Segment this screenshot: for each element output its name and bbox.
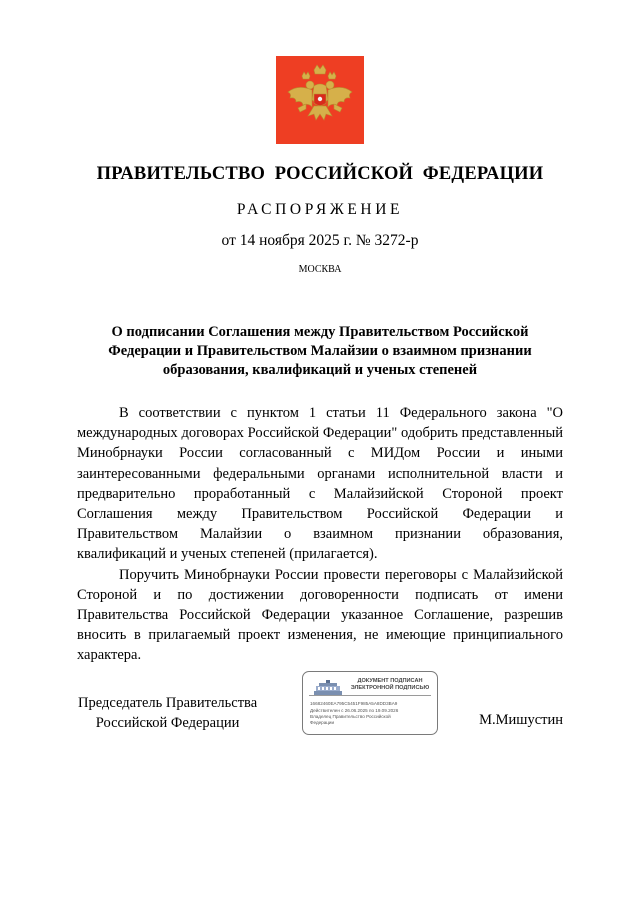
- stamp-title: [345, 678, 435, 692]
- stamp-validity: Действителен с 26.06.2025 по 19.09.2026: [310, 708, 399, 713]
- signer-position-line-2: Российской Федерации: [95, 715, 240, 731]
- stamp-divider: [309, 695, 431, 696]
- stamp-title-line-2: ЭЛЕКТРОННОЙ ПОДПИСЬЮ: [350, 685, 430, 691]
- document-date-number: от 14 ноября 2025 г. № 3272-р: [221, 232, 419, 249]
- document-type: РАСПОРЯЖЕНИЕ: [236, 201, 404, 218]
- stamp-owner-line-2: Федерации: [310, 720, 335, 725]
- building-icon: [313, 680, 343, 696]
- document-subject: О подписании Соглашения между Правительством Российской Федерации и Правительством Малайзии о взаимном признании образования, квалификаций и ученых степеней: [108, 324, 532, 378]
- coat-of-arms-emblem: [276, 56, 364, 144]
- signer-name: М.Мишустин: [479, 712, 563, 728]
- stamp-certificate: 16682460EA795C5451F985A5A8DD3BA9: [310, 701, 398, 706]
- body-paragraph-2: Поручить Минобрнауки России провести переговоры с Малайзийской Стороной и по достижении договоренности подписать от имени Правительства Российской Федерации указанное Соглашение, разрешив вносить в прилагаемый проект изменения, не имеющие принципиального характера.: [77, 566, 563, 664]
- stamp-title-line-1: ДОКУМЕНТ ПОДПИСАН: [357, 678, 423, 684]
- document-city: МОСКВА: [298, 264, 342, 275]
- stamp-owner-line-1: Владелец Правительство Российской: [310, 714, 391, 719]
- document-body: [77, 403, 563, 666]
- government-title: ПРАВИТЕЛЬСТВО РОССИЙСКОЙ ФЕДЕРАЦИИ: [96, 164, 544, 184]
- signer-position: [78, 693, 257, 733]
- signer-position-line-1: Председатель Правительства: [78, 695, 258, 711]
- coat-of-arms-icon: [276, 56, 364, 144]
- electronic-signature-stamp: [302, 671, 438, 735]
- body-paragraph-1: В соответствии с пунктом 1 статьи 11 Федерального закона "О международных договорах Российской Федерации" одобрить представленный Минобрнауки России согласованный с МИДом России и иными заинтересованными федеральными органами исполнительной власти и предварительно проработанный с Малайзийской Стороной проект Соглашения между Правительством Российской Федерации и Правительством Малайзии о взаимном признании образования, квалификаций и ученых степеней (прилагается).: [77, 405, 563, 563]
